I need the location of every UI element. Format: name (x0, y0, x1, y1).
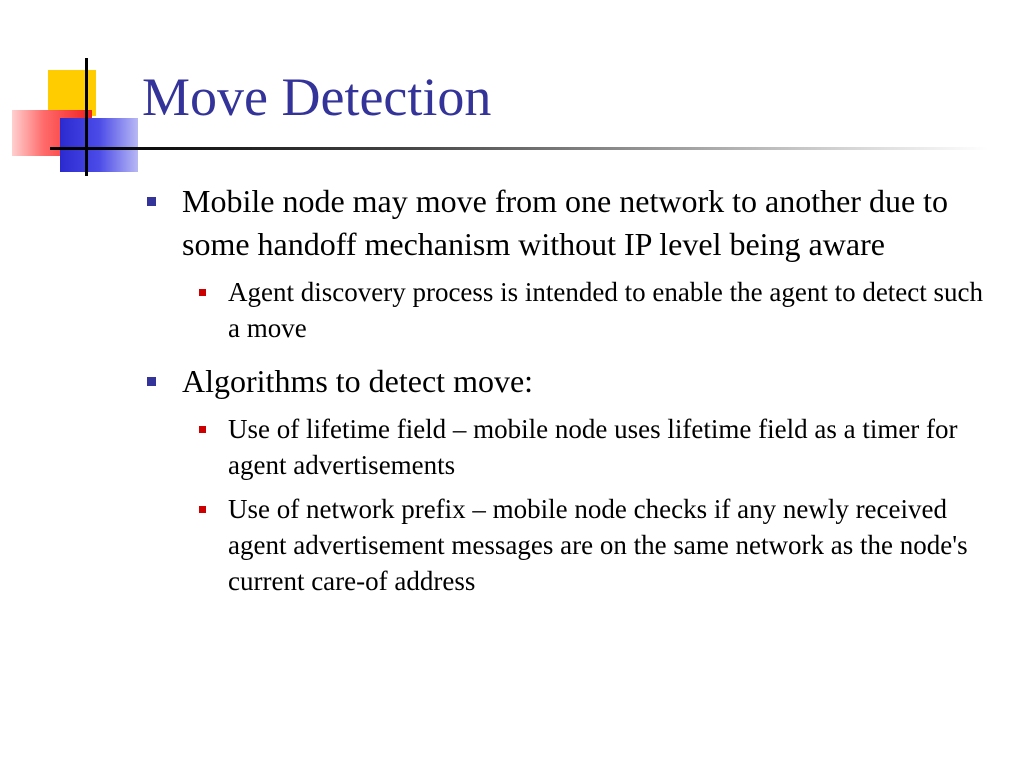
square-bullet-icon (147, 197, 156, 206)
sub-bullet-item (140, 411, 1000, 483)
logo-blue-square (60, 118, 138, 172)
square-bullet-icon (199, 506, 206, 513)
slide-content (140, 180, 1000, 607)
sub-bullet-text: Agent discovery process is intended to enable the agent to detect such a move (228, 277, 984, 343)
decorative-logo (0, 0, 140, 190)
square-bullet-icon (199, 426, 206, 433)
bullet-text: Mobile node may move from one network to another due to some handoff mechanism without IP level being aware (182, 183, 949, 262)
title-underline (88, 147, 988, 150)
sub-bullet-text: Use of lifetime field – mobile node uses lifetime field as a timer for agent advertisements (228, 414, 958, 480)
sub-bullet-text: Use of network prefix – mobile node checks if any newly received agent advertisement messages are on the same network as the node's current care-of address (228, 494, 968, 596)
slide-title: Move Detection (142, 67, 492, 127)
bullet-text: Algorithms to detect move: (182, 363, 534, 399)
bullet-item (140, 360, 1000, 403)
square-bullet-icon (147, 377, 156, 386)
logo-vertical-line (85, 58, 88, 176)
square-bullet-icon (199, 289, 206, 296)
sub-bullet-item (140, 274, 1000, 346)
sub-bullet-item (140, 491, 1000, 599)
bullet-item (140, 180, 1000, 266)
